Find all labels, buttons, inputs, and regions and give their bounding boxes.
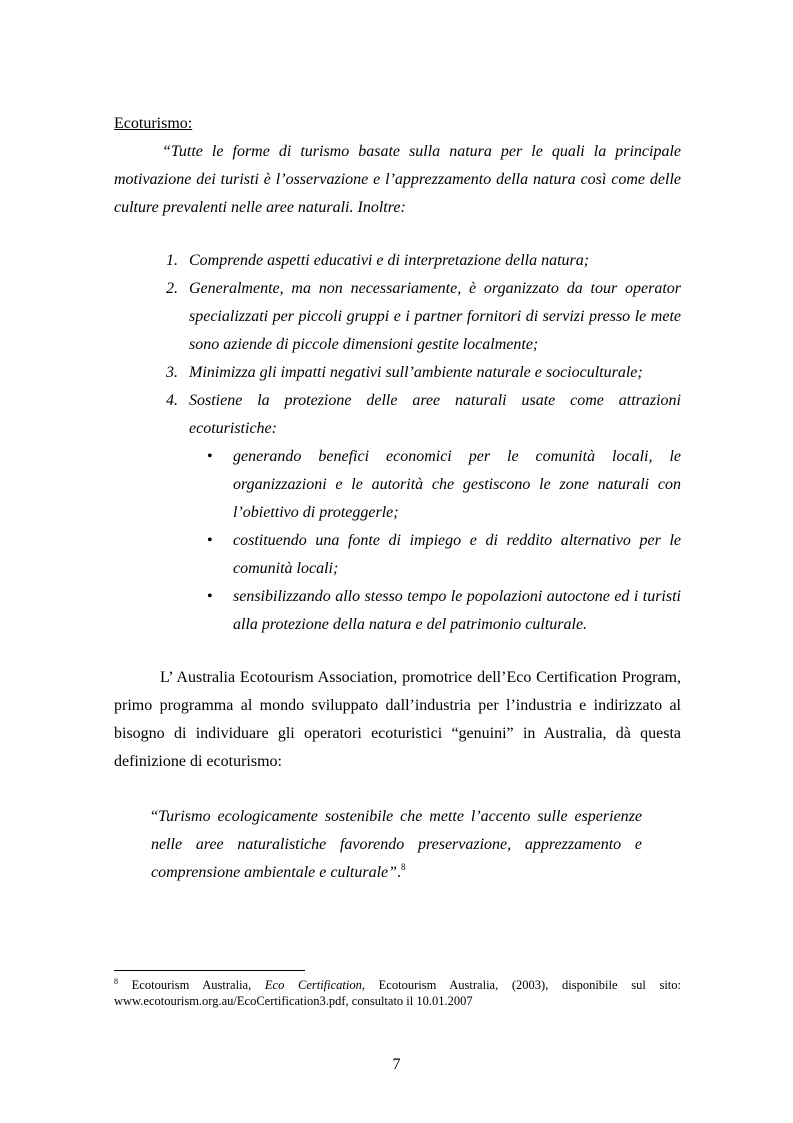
bullet-item bbox=[189, 583, 681, 639]
page-number: 7 bbox=[392, 1056, 401, 1073]
quote-open-mark: “ bbox=[151, 808, 159, 825]
section-heading: Ecoturismo: bbox=[114, 115, 193, 132]
list-item-text: Sostiene la protezione delle aree naturali usate come attrazioni ecoturistiche: bbox=[189, 392, 681, 437]
list-item bbox=[160, 359, 681, 387]
block-quote bbox=[151, 803, 642, 887]
body-paragraph: L’ Australia Ecotourism Association, promotrice dell’Eco Certification Program, primo programma al mondo sviluppato dall’industria per l’industria e indirizzato al bisogno di individuare gli operatori ecoturistici “genuini” in Australia, dà questa definizione di ecoturismo: bbox=[114, 669, 681, 770]
list-item bbox=[160, 247, 681, 275]
bullet-text: sensibilizzando allo stesso tempo le popolazioni autoctone ed i turisti alla protezione della natura e del patrimonio culturale. bbox=[233, 588, 681, 633]
bullet-item bbox=[189, 443, 681, 527]
list-item bbox=[160, 387, 681, 639]
list-number: 2. bbox=[166, 280, 178, 297]
footnote-marker: 8 bbox=[114, 977, 118, 986]
list-number: 4. bbox=[166, 392, 178, 409]
footnote-divider bbox=[114, 970, 305, 971]
footnote bbox=[114, 977, 681, 1009]
list-item-text: Minimizza gli impatti negativi sull’ambiente naturale e socioculturale; bbox=[189, 364, 643, 381]
numbered-list bbox=[160, 247, 681, 639]
bullet-icon: • bbox=[207, 588, 213, 605]
footnote-reference: 8 bbox=[401, 862, 406, 872]
bullet-icon: • bbox=[207, 532, 213, 549]
definition-quote: “Tutte le forme di turismo basate sulla natura per le quali la principale motivazione dei turisti è l’osservazione e l’apprezzamento della natura così come delle culture prevalenti nelle aree naturali. Inoltre: bbox=[114, 143, 681, 216]
list-number: 1. bbox=[166, 252, 178, 269]
list-item-text: Generalmente, ma non necessariamente, è organizzato da tour operator specializzati per piccoli gruppi e i partner fornitori di servizi presso le mete sono aziende di piccole dimensioni gestite localmente; bbox=[189, 280, 681, 353]
footnote-title: Eco Certification bbox=[264, 978, 362, 992]
bullet-list bbox=[189, 443, 681, 639]
list-item bbox=[160, 275, 681, 359]
bullet-item bbox=[189, 527, 681, 583]
list-number: 3. bbox=[166, 364, 178, 381]
footnote-text-start: Ecotourism Australia, bbox=[131, 978, 265, 992]
list-item-text: Comprende aspetti educativi e di interpretazione della natura; bbox=[189, 252, 590, 269]
quote-close: . bbox=[397, 864, 402, 881]
bullet-text: costituendo una fonte di impiego e di reddito alternativo per le comunità locali; bbox=[233, 532, 681, 577]
quote-text: Turismo ecologicamente sostenibile che mette l’accento sulle esperienze nelle aree naturalistiche favorendo preservazione, apprezzamento e comprensione ambientale e culturale” bbox=[151, 808, 642, 881]
bullet-icon: • bbox=[207, 448, 213, 465]
footnote-text-end: , Ecotourism Australia, (2003), disponibile sul sito: www.ecotourism.org.au/EcoCertification3.pdf, consultato il 10.01.2007 bbox=[114, 978, 681, 1008]
bullet-text: generando benefici economici per le comunità locali, le organizzazioni e le autorità che gestiscono le zone naturali con l’obiettivo di proteggerle; bbox=[233, 448, 681, 521]
